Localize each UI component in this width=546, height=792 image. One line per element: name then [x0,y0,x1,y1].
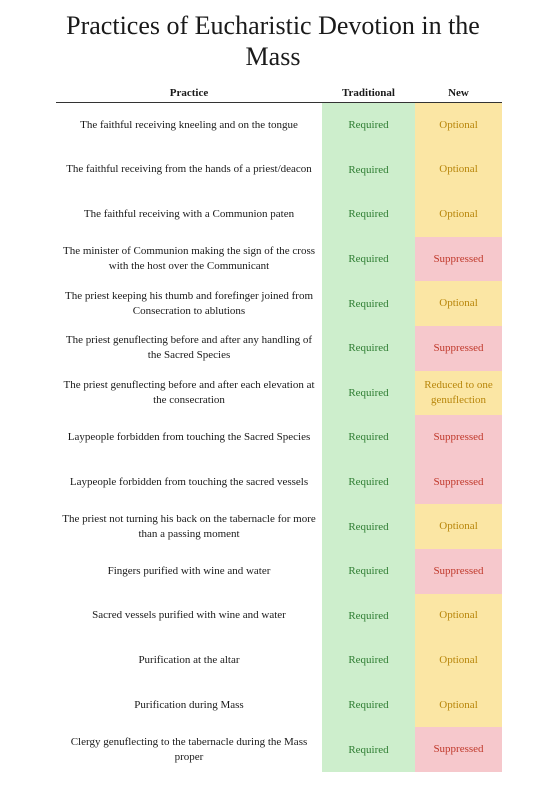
title-line-1: Practices of Eucharistic Devotion in the [66,11,480,40]
practice-cell: Fingers purified with wine and water [107,564,271,577]
table-row [56,594,502,639]
practice-cell: The priest genuflecting before and after each elevation at the consecration [63,378,315,406]
traditional-cell: Required [322,683,415,728]
practice-cell: Purification during Mass [134,698,244,711]
new-status-cell: Optional [415,103,502,148]
new-status-cell: Optional [415,281,502,326]
header-practice: Practice [169,87,209,99]
new-status-cell: Suppressed [415,549,502,594]
table-row [56,192,502,237]
new-status-cell: Reduced to one genuflection [415,371,502,416]
traditional-cell: Required [322,148,415,193]
table-row [56,638,502,683]
table-row [56,683,502,728]
table-row [56,237,502,282]
practice-cell: The minister of Communion making the sign of the cross with the host over the Communicant [62,245,316,273]
traditional-cell: Required [322,326,415,371]
header-new: New [448,87,469,99]
new-status-cell: Optional [415,594,502,639]
new-status-cell: Optional [415,638,502,683]
traditional-cell: Required [322,727,415,772]
page-title [0,10,546,72]
traditional-cell: Required [322,281,415,326]
practice-cell: The priest not turning his back on the tabernacle for more than a passing moment [62,512,316,540]
practice-cell: The faithful receiving kneeling and on the tongue [80,118,298,131]
traditional-cell: Required [322,237,415,282]
practice-cell: Purification at the altar [138,653,240,666]
new-status-cell: Suppressed [415,460,502,505]
practice-cell: Sacred vessels purified with wine and water [92,609,286,622]
table-body [56,103,502,772]
practice-cell: Laypeople forbidden from touching the Sacred Species [67,430,311,443]
new-status-cell: Suppressed [415,727,502,772]
practice-cell: The priest keeping his thumb and forefinger joined from Consecration to ablutions [64,289,314,317]
practice-cell: The faithful receiving from the hands of a priest/deacon [66,163,312,176]
new-status-cell: Optional [415,683,502,728]
practices-table [56,86,502,772]
traditional-cell: Required [322,504,415,549]
traditional-cell: Required [322,460,415,505]
practice-cell: Clergy genuflecting to the tabernacle during the Mass proper [70,735,308,763]
traditional-cell: Required [322,371,415,416]
table-row [56,549,502,594]
table-row [56,727,502,772]
table-row [56,326,502,371]
new-status-cell: Optional [415,148,502,193]
table-row [56,281,502,326]
practice-cell: Laypeople forbidden from touching the sacred vessels [69,475,309,488]
table-row [56,371,502,416]
new-status-cell: Suppressed [415,415,502,460]
table-row [56,148,502,193]
table-row [56,415,502,460]
practice-cell: The priest genuflecting before and after any handling of the Sacred Species [65,334,313,362]
new-status-cell: Optional [415,192,502,237]
new-status-cell: Optional [415,504,502,549]
traditional-cell: Required [322,638,415,683]
table-header [56,86,502,103]
traditional-cell: Required [322,192,415,237]
practice-cell: The faithful receiving with a Communion paten [83,207,295,220]
traditional-cell: Required [322,594,415,639]
title-line-2: Mass [245,42,301,71]
table-row [56,103,502,148]
table-row [56,504,502,549]
table-row [56,460,502,505]
traditional-cell: Required [322,415,415,460]
header-traditional: Traditional [342,87,395,99]
new-status-cell: Suppressed [415,237,502,282]
new-status-cell: Suppressed [415,326,502,371]
traditional-cell: Required [322,103,415,148]
traditional-cell: Required [322,549,415,594]
